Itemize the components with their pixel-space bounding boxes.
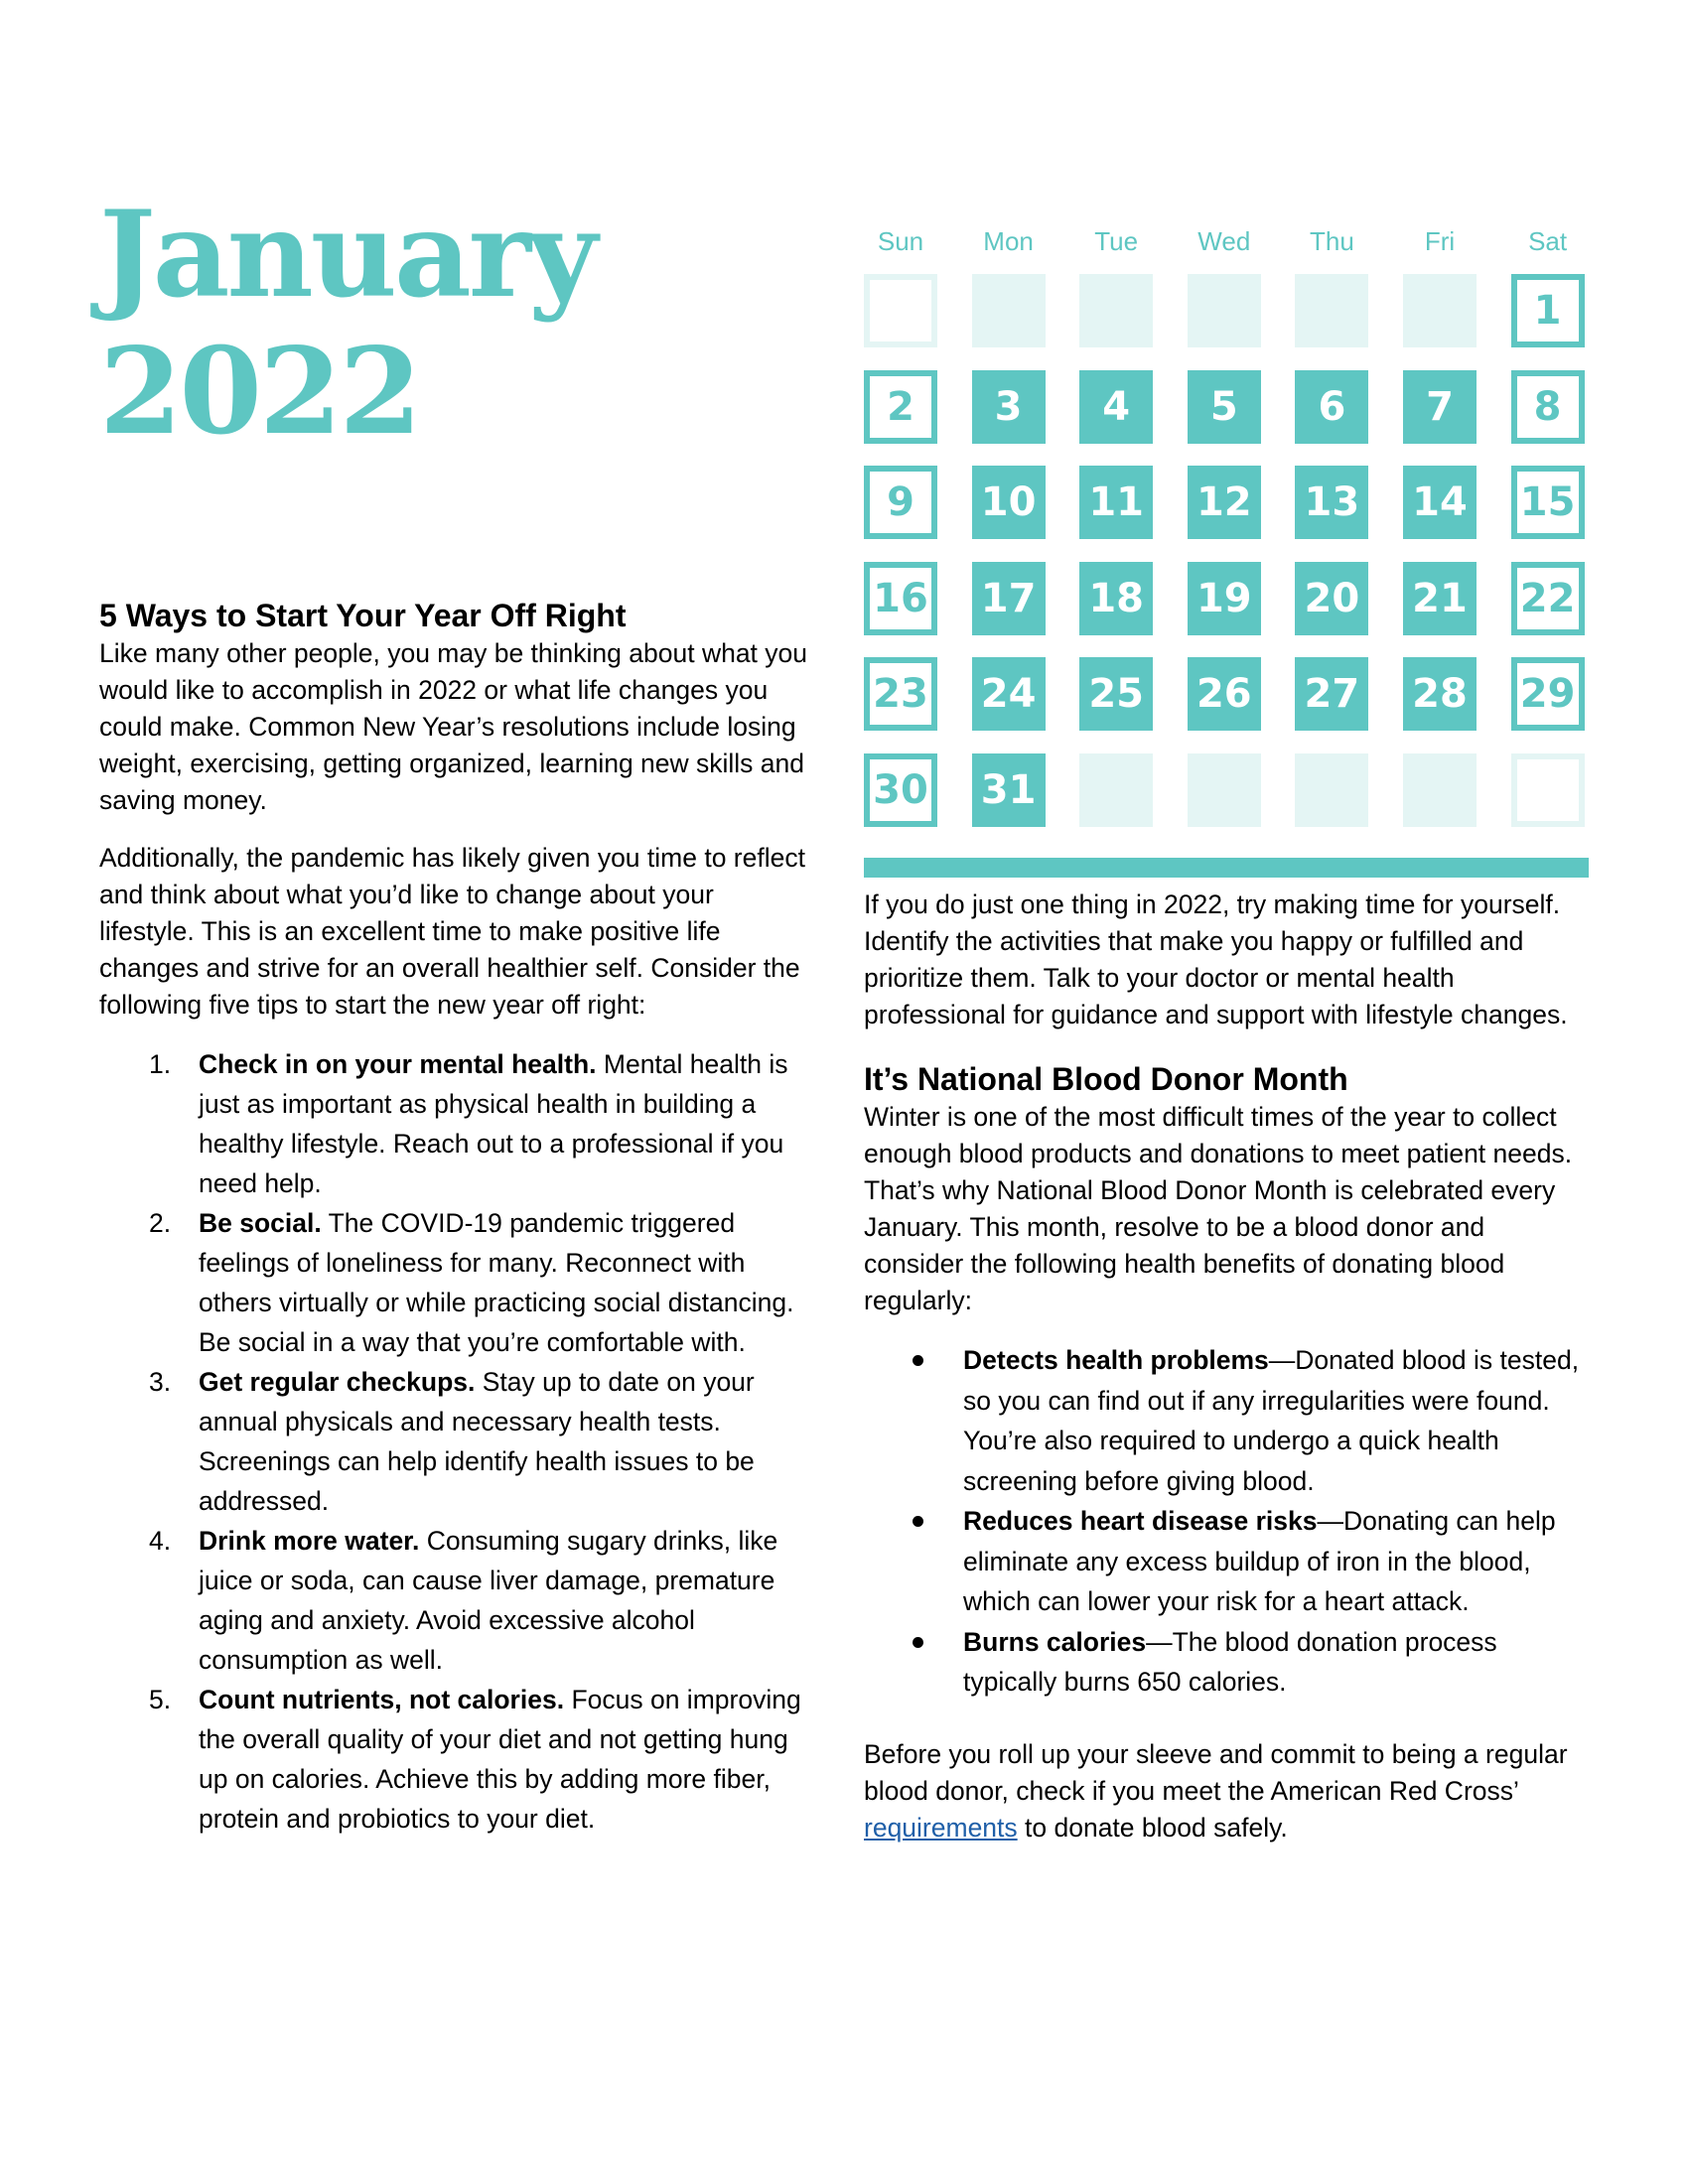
calendar-day-3: 3 bbox=[972, 370, 1046, 444]
calendar-day-9: 9 bbox=[864, 466, 937, 539]
title-month: January bbox=[99, 185, 595, 325]
calendar-day-4: 4 bbox=[1079, 370, 1153, 444]
resolutions-heading: 5 Ways to Start Your Year Off Right bbox=[99, 598, 627, 633]
calendar-empty-cell bbox=[1403, 274, 1477, 347]
calendar-day-15: 15 bbox=[1511, 466, 1585, 539]
calendar-day-14: 14 bbox=[1403, 466, 1477, 539]
calendar-day-7: 7 bbox=[1403, 370, 1477, 444]
calendar-day-19: 19 bbox=[1188, 562, 1261, 635]
day-header-tue: Tue bbox=[1094, 226, 1139, 256]
self-care-paragraph: If you do just one thing in 2022, try making time for yourself. Identify the activities that make you happy or fulfilled and prioritize them. Talk to your doctor or mental health professional for guidance and support with lifestyle changes. bbox=[864, 889, 1568, 1029]
calendar-empty-cell bbox=[1079, 753, 1153, 827]
calendar-day-5: 5 bbox=[1188, 370, 1261, 444]
calendar-empty-cell bbox=[1188, 753, 1261, 827]
day-header-sat: Sat bbox=[1528, 226, 1568, 256]
blood-donor-paragraph: Winter is one of the most difficult times of the year to collect enough blood products and donations to meet patient needs. That’s why National Blood Donor Month is celebrated every January. This month, resolve to be a blood donor and consider the following health benefits of donating blood regularly: bbox=[864, 1102, 1573, 1315]
calendar-day-21: 21 bbox=[1403, 562, 1477, 635]
calendar-footer-bar bbox=[864, 858, 1589, 878]
blood-donor-heading: It’s National Blood Donor Month bbox=[864, 1061, 1348, 1097]
calendar-day-1: 1 bbox=[1511, 274, 1585, 347]
requirements-link[interactable]: requirements bbox=[864, 1812, 1018, 1843]
calendar-day-12: 12 bbox=[1188, 466, 1261, 539]
page-title bbox=[99, 187, 595, 461]
calendar-empty-cell bbox=[1295, 274, 1368, 347]
calendar-day-6: 6 bbox=[1295, 370, 1368, 444]
calendar-empty-cell bbox=[864, 274, 937, 347]
calendar-day-26: 26 bbox=[1188, 657, 1261, 731]
list-item: 5. Count nutrients, not calories. Focus on improving the overall quality of your diet and not getting hung up on calories. Achieve this by adding more fiber, protein and probiotics to your diet. bbox=[149, 1685, 801, 1834]
calendar-empty-cell bbox=[972, 274, 1046, 347]
calendar-empty-cell bbox=[1188, 274, 1261, 347]
resolutions-paragraph-2: Additionally, the pandemic has likely given you time to reflect and think about what you’d like to change about your lifestyle. This is an excellent time to make positive life changes and strive for an overall healthier self. Consider the following five tips to start the new year off right: bbox=[99, 843, 805, 1020]
calendar-day-24: 24 bbox=[972, 657, 1046, 731]
calendar-empty-cell bbox=[1295, 753, 1368, 827]
list-item: Reduces heart disease risks—Donating can help eliminate any excess buildup of iron in the blood, which can lower your risk for a heart attack. bbox=[864, 1501, 1589, 1622]
list-item: 4. Drink more water. Consuming sugary drinks, like juice or soda, can cause liver damage, premature aging and anxiety. Avoid excessive alcohol consumption as well. bbox=[149, 1526, 778, 1675]
calendar-empty-cell bbox=[1511, 753, 1585, 827]
calendar-day-25: 25 bbox=[1079, 657, 1153, 731]
calendar-day-29: 29 bbox=[1511, 657, 1585, 731]
list-item: 3. Get regular checkups. Stay up to date on your annual physicals and necessary health tests. Screenings can help identify health issues to be addressed. bbox=[149, 1367, 755, 1516]
calendar-day-2: 2 bbox=[864, 370, 937, 444]
list-item: 2. Be social. The COVID-19 pandemic triggered feelings of loneliness for many. Reconnect with others virtually or while practicing social distancing. Be social in a way that you’re comfortable with. bbox=[149, 1208, 794, 1357]
day-header-mon: Mon bbox=[983, 226, 1034, 256]
calendar-day-31: 31 bbox=[972, 753, 1046, 827]
calendar-day-23: 23 bbox=[864, 657, 937, 731]
calendar-day-18: 18 bbox=[1079, 562, 1153, 635]
calendar-empty-cell bbox=[1403, 753, 1477, 827]
bullet-icon bbox=[913, 1516, 923, 1527]
list-item: Detects health problems—Donated blood is tested, so you can find out if any irregularities were found. You’re also required to undergo a quick health screening before giving blood. bbox=[864, 1340, 1589, 1501]
right-column bbox=[864, 887, 1589, 1846]
day-header-thu: Thu bbox=[1309, 226, 1354, 256]
day-header-fri: Fri bbox=[1424, 226, 1456, 256]
calendar-day-30: 30 bbox=[864, 753, 937, 827]
calendar-day-27: 27 bbox=[1295, 657, 1368, 731]
calendar-day-17: 17 bbox=[972, 562, 1046, 635]
list-item: 1. Check in on your mental health. Mental health is just as important as physical health in building a healthy lifestyle. Reach out to a professional if you need help. bbox=[149, 1049, 788, 1198]
benefits-list bbox=[864, 1340, 1589, 1703]
calendar-day-11: 11 bbox=[1079, 466, 1153, 539]
day-header-wed: Wed bbox=[1197, 226, 1251, 256]
left-column bbox=[99, 596, 814, 1839]
closing-paragraph: Before you roll up your sleeve and commit to being a regular blood donor, check if you meet the American Red Cross’ requirements to donate blood safely. bbox=[864, 1738, 1568, 1843]
tips-list bbox=[99, 1044, 814, 1839]
calendar-day-22: 22 bbox=[1511, 562, 1585, 635]
calendar-empty-cell bbox=[1079, 274, 1153, 347]
calendar-day-16: 16 bbox=[864, 562, 937, 635]
title-year: 2022 bbox=[99, 322, 419, 462]
calendar-day-10: 10 bbox=[972, 466, 1046, 539]
calendar-day-13: 13 bbox=[1295, 466, 1368, 539]
calendar-day-28: 28 bbox=[1403, 657, 1477, 731]
resolutions-paragraph-1: Like many other people, you may be thinking about what you would like to accomplish in 2022 or what life changes you could make. Common New Year’s resolutions include losing weight, exercising, getting organized, learning new skills and saving money. bbox=[99, 638, 808, 815]
list-item: Burns calories—The blood donation process typically burns 650 calories. bbox=[864, 1622, 1589, 1703]
calendar bbox=[864, 226, 1589, 813]
bullet-icon bbox=[913, 1355, 923, 1366]
calendar-day-headers bbox=[864, 226, 1589, 256]
day-header-sun: Sun bbox=[877, 226, 924, 256]
calendar-day-8: 8 bbox=[1511, 370, 1585, 444]
bullet-icon bbox=[913, 1637, 923, 1648]
calendar-day-20: 20 bbox=[1295, 562, 1368, 635]
